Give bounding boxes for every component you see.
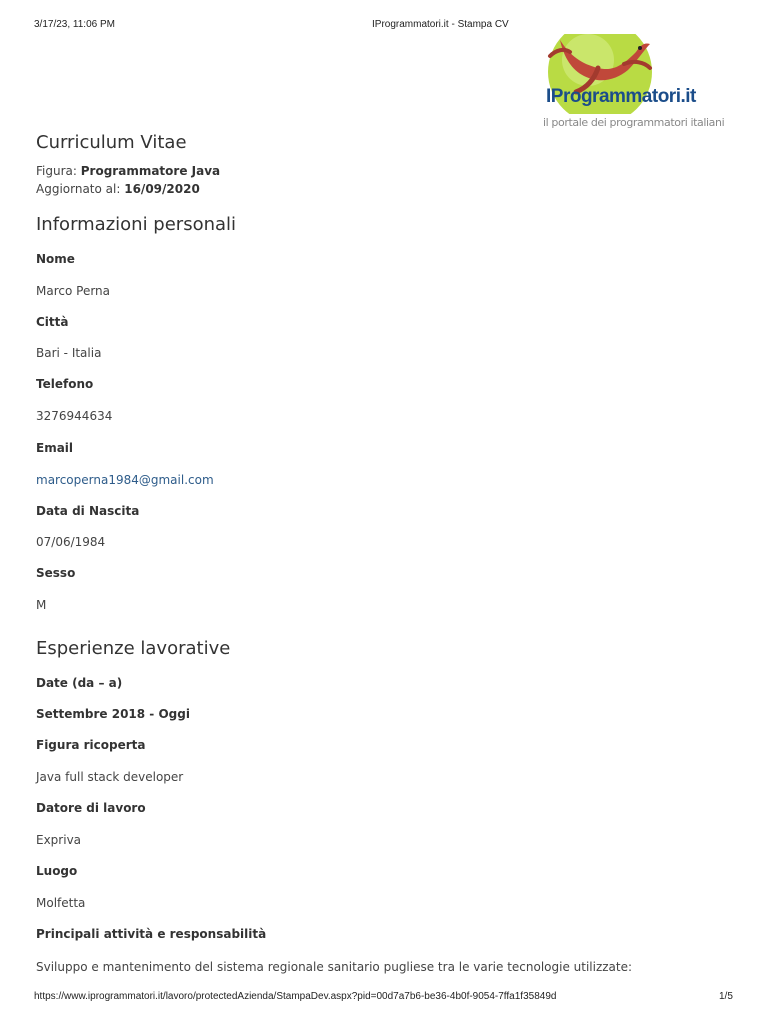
field-label-telefono: Telefono <box>36 377 94 391</box>
field-label-nascita: Data di Nascita <box>36 504 140 518</box>
field-label-citta: Città <box>36 315 69 329</box>
print-datetime: 3/17/23, 11:06 PM <box>34 19 115 30</box>
field-label-email: Email <box>36 441 74 455</box>
email-link[interactable]: marcoperna1984@gmail.com <box>36 473 214 487</box>
field-label-nome: Nome <box>36 252 75 266</box>
field-label-datore: Datore di lavoro <box>36 801 146 815</box>
print-title: IProgrammatori.it - Stampa CV <box>372 19 509 30</box>
field-value-nascita: 07/06/1984 <box>36 535 106 549</box>
field-value-luogo: Molfetta <box>36 896 86 910</box>
page-title: Curriculum Vitae <box>36 132 187 153</box>
field-value-nome: Marco Perna <box>36 284 111 298</box>
cv-updated-label: Aggiornato al: <box>36 182 121 196</box>
print-url: https://www.iprogrammatori.it/lavoro/protectedAzienda/StampaDev.aspx?pid=00d7a7b6-be36-4b0f-9054-7ffa1f35849d <box>34 991 557 1002</box>
section-heading-personal: Informazioni personali <box>36 214 237 235</box>
field-value-attivita: Sviluppo e mantenimento del sistema regionale sanitario pugliese tra le varie tecnologie utilizzate: <box>36 960 633 974</box>
field-label-luogo: Luogo <box>36 864 78 878</box>
field-value-figura: Java full stack developer <box>36 770 184 784</box>
site-logo[interactable] <box>540 34 730 138</box>
cv-updated <box>36 182 200 196</box>
field-value-telefono: 3276944634 <box>36 409 113 423</box>
page-number: 1/5 <box>719 991 733 1002</box>
field-value-datore: Expriva <box>36 833 82 847</box>
field-label-attivita: Principali attività e responsabilità <box>36 927 267 941</box>
section-heading-experience: Esperienze lavorative <box>36 638 231 659</box>
field-label-date: Date (da – a) <box>36 676 123 690</box>
cv-figura <box>36 164 220 178</box>
field-value-date: Settembre 2018 - Oggi <box>36 707 190 721</box>
cv-figura-value: Programmatore Java <box>80 164 221 178</box>
field-value-citta: Bari - Italia <box>36 346 102 360</box>
logo-tagline: il portale dei programmatori italiani <box>543 116 725 129</box>
field-value-sesso: M <box>36 598 47 612</box>
field-label-figura: Figura ricoperta <box>36 738 146 752</box>
logo-brand: IProgrammatori.it <box>546 86 696 107</box>
field-label-sesso: Sesso <box>36 566 76 580</box>
cv-figura-label: Figura: <box>36 164 77 178</box>
cv-updated-value: 16/09/2020 <box>124 182 200 196</box>
